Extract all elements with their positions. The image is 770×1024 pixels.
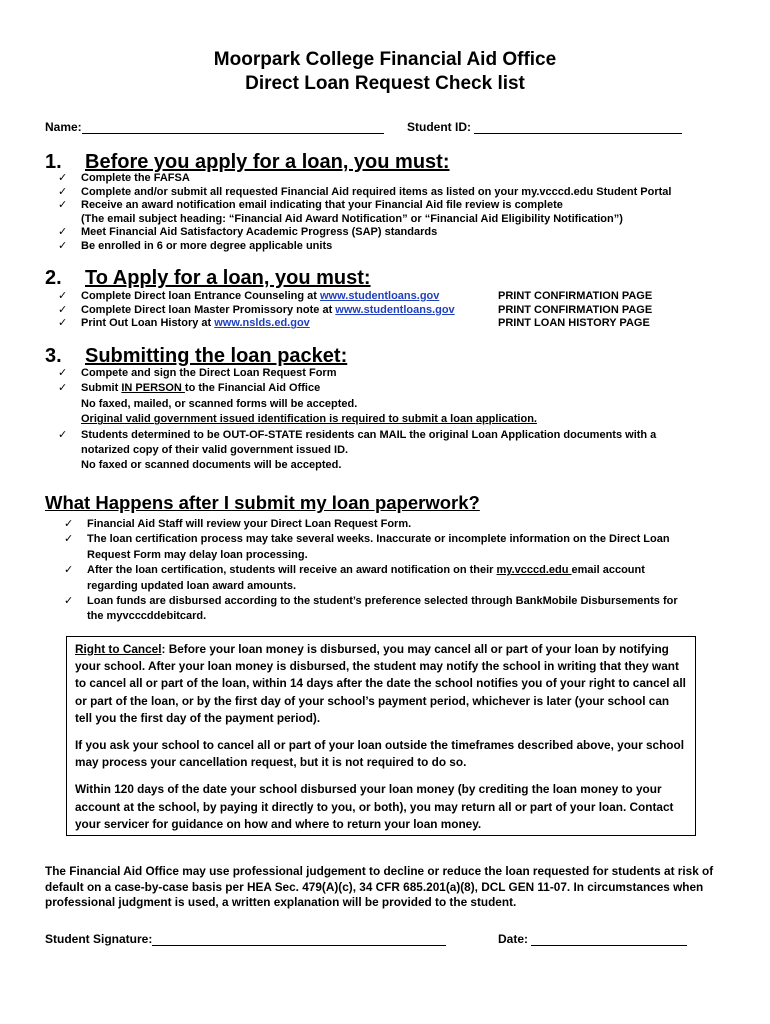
item-text: Complete the FAFSA (81, 172, 190, 184)
item-text: Complete Direct loan Master Promissory note at (81, 303, 336, 316)
section-2-heading (45, 266, 371, 290)
student-id-line[interactable] (474, 121, 682, 134)
section-1-number: 1. (45, 151, 62, 173)
list-item (58, 199, 718, 226)
cancel-paragraph: : Before your loan money is disbursed, you may cancel all or part of your loan by notifying your school. After your loan money is disbursed, the student may notify the school in writing that they want to cancel all or part of the loan, within 14 days after the date the school notifies you of your right to cancel all or part of the loan, or by the first day of your school’s payment period, whichever is later (your school can tell you the first day of the payment period). (75, 642, 686, 725)
name-label: Name: (45, 120, 82, 134)
item-text: to the Financial Aid Office (184, 382, 321, 395)
checkmark-icon: ✓ (64, 564, 74, 577)
date-field[interactable] (498, 932, 687, 946)
signature-label: Student Signature: (45, 932, 153, 946)
item-text: Be enrolled in 6 or more degree applicable units (81, 239, 333, 252)
item-text: After the loan certification, students will receive an award notification on their (87, 564, 497, 577)
name-field[interactable] (45, 120, 384, 134)
student-id-field[interactable] (407, 120, 682, 134)
checkmark-icon: ✓ (58, 185, 68, 198)
section-3-number: 3. (45, 345, 62, 367)
cancel-paragraph: Within 120 days of the date your school disbursed your loan money (by crediting the loan money to your account at the school, by paying it directly to you, or both), you may return all or part of your loan. Contact your servicer for guidance on how and where to return your loan money. (75, 782, 674, 831)
checkmark-icon: ✓ (58, 382, 68, 395)
date-label: Date: (498, 932, 529, 946)
page-title: Moorpark College Financial Aid Office (213, 49, 557, 70)
section-1-heading (45, 150, 450, 174)
section-1-title: Before you apply for a loan, you must: (85, 151, 450, 173)
list-item (64, 532, 696, 563)
list-item (58, 240, 718, 254)
checkmark-icon: ✓ (58, 317, 68, 330)
item-text: email account regarding updated loan award amounts. (87, 564, 645, 592)
list-item (58, 226, 718, 240)
print-instructions (498, 290, 652, 331)
item-text: Print Out Loan History at (81, 317, 215, 330)
page-subtitle: Direct Loan Request Check list (245, 73, 525, 94)
item-text: Students determined to be OUT-OF-STATE residents can MAIL the original Loan Application documents with a notarized copy of their valid government issued ID. (81, 428, 657, 457)
item-subtext: No faxed or scanned documents will be accepted. (81, 459, 342, 472)
item-subtext: (The email subject heading: “Financial Aid Award Notification” or “Financial Aid Eligibility Notification”) (81, 212, 623, 225)
checkmark-icon: ✓ (64, 533, 74, 546)
list-item (64, 517, 696, 532)
nslds-link[interactable]: www.nslds.ed.gov (214, 317, 310, 330)
list-item (58, 428, 708, 474)
section-3-heading (45, 344, 347, 368)
checkmark-icon: ✓ (58, 303, 68, 316)
signature-line[interactable] (152, 933, 446, 946)
name-line[interactable] (82, 121, 384, 134)
list-item (58, 172, 718, 186)
list-item (58, 186, 718, 200)
section-4-list (64, 517, 696, 625)
professional-judgement-note: The Financial Aid Office may use professional judgement to decline or reduce the loan requested for students at risk of default on a case-by-case basis per HEA Sec. 479(A)(c), 34 CFR 685.201(a)(8), DCL GEN 11-07. In circumstances when professional judgment is used, a written explanation will be provided to the student. (45, 864, 714, 909)
item-text: Financial Aid Staff will review your Direct Loan Request Form. (87, 518, 412, 530)
list-item (64, 563, 696, 594)
checkmark-icon: ✓ (64, 518, 74, 530)
studentloans-link[interactable]: www.studentloans.gov (335, 303, 455, 316)
id-requirement-note: Original valid government issued identification is required to submit a loan application. (81, 413, 537, 426)
checkmark-icon: ✓ (58, 428, 68, 441)
list-item (58, 304, 488, 318)
right-to-cancel-label: Right to Cancel (75, 642, 162, 656)
item-text: Complete Direct loan Entrance Counseling at (81, 290, 320, 302)
section-2-number: 2. (45, 267, 62, 289)
print-note: PRINT CONFIRMATION PAGE (498, 290, 653, 302)
item-text: Loan funds are disbursed according to the student’s preference selected through BankMobile Disbursements for the myvcccddebitcard. (87, 595, 678, 623)
section-3-title: Submitting the loan packet: (85, 345, 348, 367)
item-text: Compete and sign the Direct Loan Request Form (81, 367, 337, 379)
list-item (58, 317, 488, 331)
checkmark-icon: ✓ (58, 367, 68, 379)
date-line[interactable] (531, 933, 687, 946)
section-1-list (58, 172, 718, 254)
checkmark-icon: ✓ (58, 199, 68, 212)
in-person-emphasis: IN PERSON (121, 382, 185, 395)
cancel-paragraph: If you ask your school to cancel all or part of your loan outside the timeframes described above, your school may process your cancellation request, but it is not required to do so. (75, 738, 684, 770)
section-4-heading: What Happens after I submit my loan paperwork? (45, 492, 480, 513)
checkmark-icon: ✓ (58, 172, 68, 184)
item-subtext: No faxed, mailed, or scanned forms will be accepted. (81, 397, 358, 410)
item-text: The loan certification process may take several weeks. Inaccurate or incomplete information on the Direct Loan Request Form may delay loan processing. (87, 533, 670, 561)
item-text: Receive an award notification email indicating that your Financial Aid file review is complete (81, 199, 563, 212)
signature-field[interactable] (45, 932, 446, 946)
vcccd-portal-link[interactable]: my.vcccd.edu (496, 564, 572, 577)
checkmark-icon: ✓ (58, 239, 68, 252)
checkmark-icon: ✓ (58, 290, 68, 302)
item-text: Complete and/or submit all requested Financial Aid required items as listed on your my.vcccd.edu Student Portal (81, 185, 672, 198)
item-text: Submit (81, 382, 122, 395)
print-note: PRINT LOAN HISTORY PAGE (498, 317, 650, 329)
print-note: PRINT CONFIRMATION PAGE (498, 303, 653, 316)
studentloans-link[interactable]: www.studentloans.gov (320, 290, 440, 302)
list-item (64, 594, 696, 625)
student-id-label: Student ID: (407, 120, 471, 134)
section-3-list (58, 366, 708, 474)
item-text: Meet Financial Aid Satisfactory Academic Progress (SAP) standards (81, 226, 438, 239)
checkmark-icon: ✓ (64, 595, 74, 608)
list-item (58, 366, 708, 381)
section-2-title: To Apply for a loan, you must: (85, 267, 371, 289)
right-to-cancel-box (66, 636, 696, 836)
section-2-list (58, 290, 488, 331)
checkmark-icon: ✓ (58, 226, 68, 239)
list-item (58, 381, 708, 427)
list-item (58, 290, 488, 304)
